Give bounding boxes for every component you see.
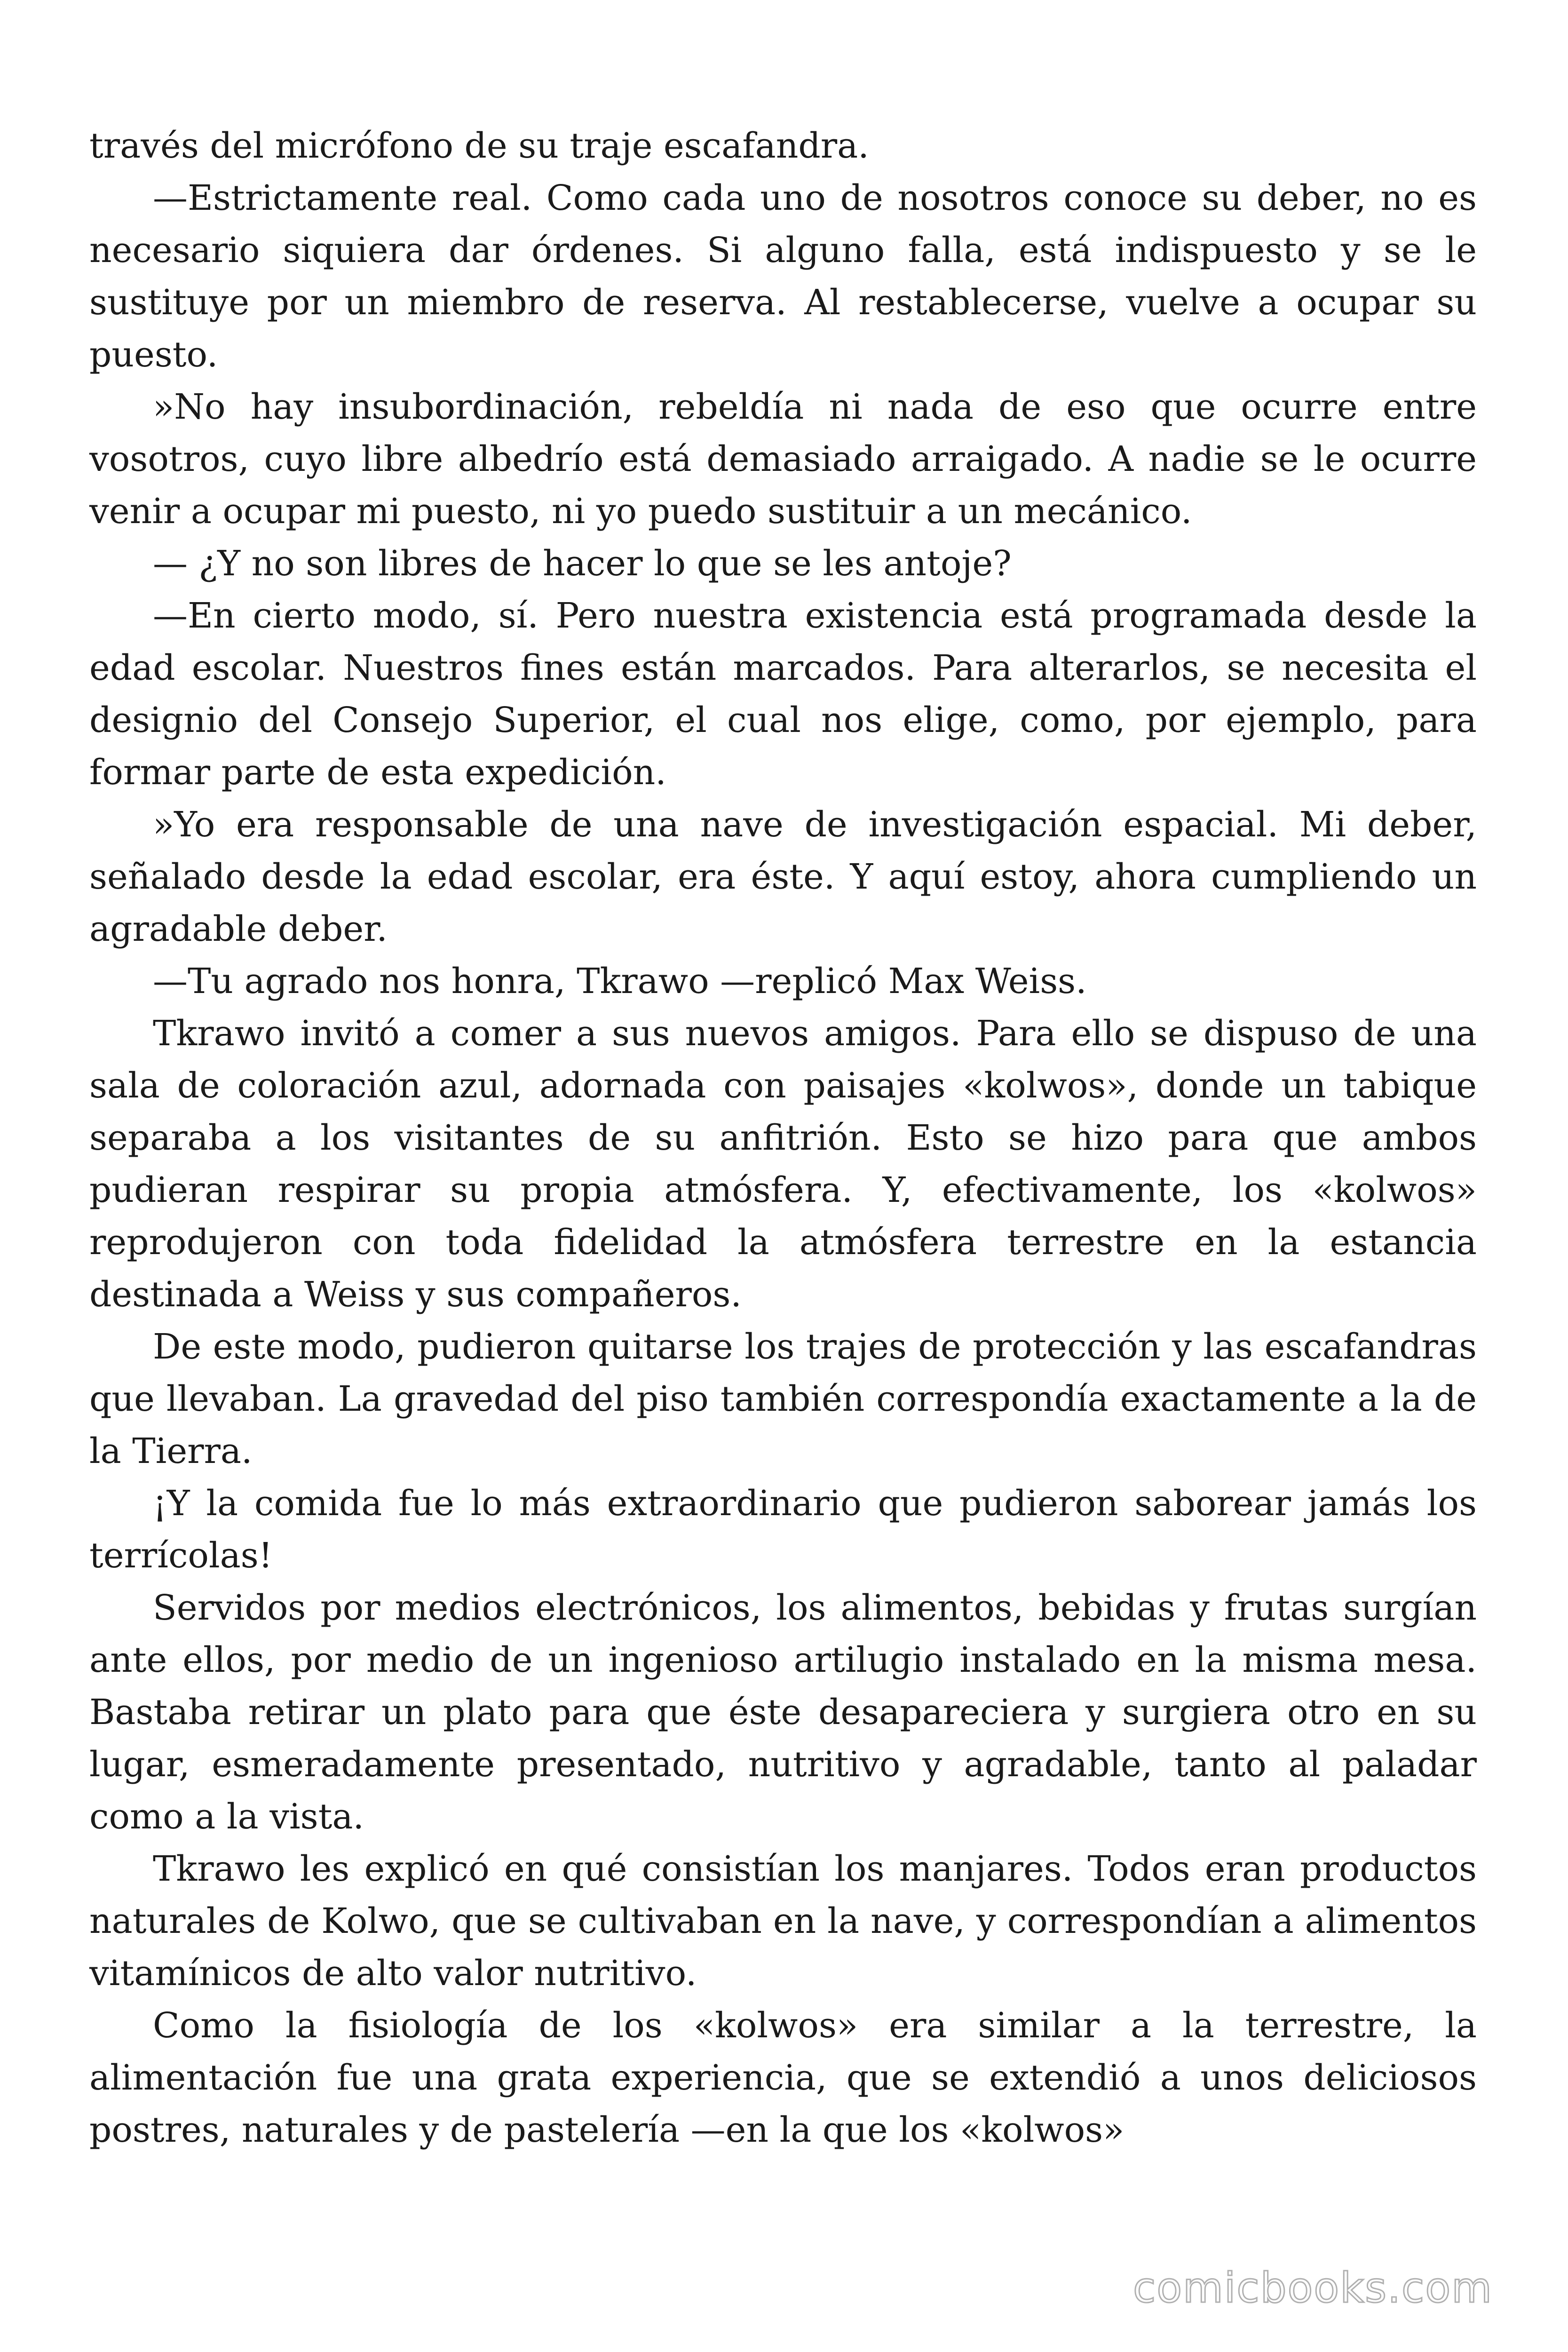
paragraph: —Estrictamente real. Como cada uno de nosotros conoce su deber, no es necesario siquiera dar órdenes. Si alguno falla, está indispuesto y se le sustituye por un miembro de reserva. Al restablecerse, vuelve a ocupar su puesto. <box>89 178 1477 375</box>
watermark-logo: comicbooks.com <box>1132 2264 1493 2312</box>
paragraph: Servidos por medios electrónicos, los alimentos, bebidas y frutas surgían ante ellos, por medio de un ingenioso artilugio instalado en la misma mesa. Bastaba retirar un plato para que éste desapareciera y surgiera otro en su lugar, esmeradamente presentado, nutritivo y agradable, tanto al paladar como a la vista. <box>89 1588 1477 1837</box>
page-body-text <box>89 120 1477 2156</box>
paragraph: ¡Y la comida fue lo más extraordinario que pudieron saborear jamás los terrícolas! <box>89 1483 1477 1576</box>
paragraph: — ¿Y no son libres de hacer lo que se les antoje? <box>153 543 1012 584</box>
paragraph: »Yo era responsable de una nave de investigación espacial. Mi deber, señalado desde la edad escolar, era éste. Y aquí estoy, ahora cumpliendo un agradable deber. <box>89 804 1477 949</box>
paragraph: Tkrawo invitó a comer a sus nuevos amigos. Para ello se dispuso de una sala de coloración azul, adornada con paisajes «kolwos», donde un tabique separaba a los visitantes de su anfitrión. Esto se hizo para que ambos pudieran respirar su propia atmósfera. Y, efectivamente, los «kolwos» reprodujeron con toda fidelidad la atmósfera terrestre en la estancia destinada a Weiss y sus compañeros. <box>89 1013 1477 1315</box>
paragraph: De este modo, pudieron quitarse los trajes de protección y las escafandras que llevaban. La gravedad del piso también correspondía exactamente a la de la Tierra. <box>89 1327 1477 1471</box>
paragraph: Como la fisiología de los «kolwos» era similar a la terrestre, la alimentación fue una grata experiencia, que se extendió a unos deliciosos postres, naturales y de pastelería —en la que los «kolwos» <box>89 2005 1477 2150</box>
paragraph: »No hay insubordinación, rebeldía ni nada de eso que ocurre entre vosotros, cuyo libre albedrío está demasiado arraigado. A nadie se le ocurre venir a ocupar mi puesto, ni yo puedo sustituir a un mecánico. <box>89 387 1477 532</box>
paragraph: —Tu agrado nos honra, Tkrawo —replicó Max Weiss. <box>153 961 1087 1001</box>
paragraph: —En cierto modo, sí. Pero nuestra existencia está programada desde la edad escolar. Nuestros fines están marcados. Para alterarlos, se necesita el designio del Consejo Superior, el cual nos elige, como, por ejemplo, para formar parte de esta expedición. <box>89 596 1477 793</box>
paragraph: Tkrawo les explicó en qué consistían los manjares. Todos eran productos naturales de Kolwo, que se cultivaban en la nave, y correspondían a alimentos vitamínicos de alto valor nutritivo. <box>89 1849 1477 1994</box>
paragraph: través del micrófono de su traje escafandra. <box>89 126 869 166</box>
